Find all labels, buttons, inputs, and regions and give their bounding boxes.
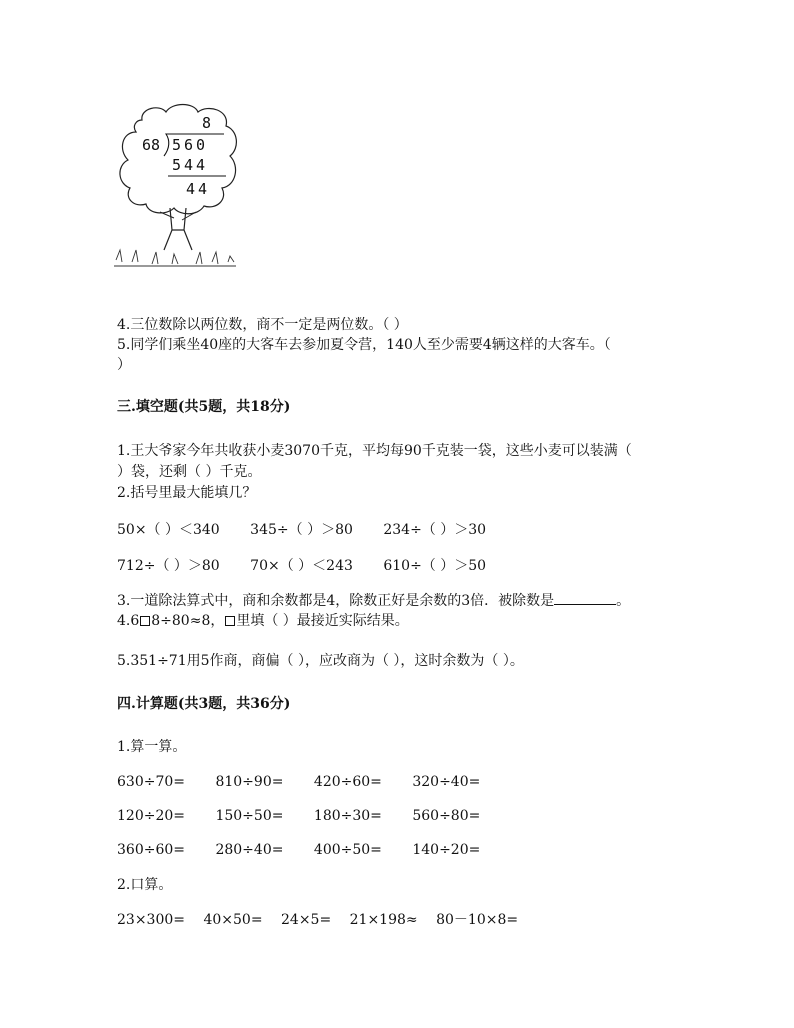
division-remainder: 44 bbox=[186, 180, 211, 198]
oral-calc-row bbox=[117, 911, 544, 929]
inequality-item: 70×（ ）＜243 bbox=[250, 558, 353, 574]
section-heading-fill: 三.填空题(共5题，共18分) bbox=[117, 399, 291, 415]
calc-item: 280÷40= bbox=[215, 842, 284, 858]
division-divisor: 68 bbox=[142, 136, 161, 154]
division-product: 544 bbox=[172, 156, 209, 174]
fill-question-4-end: 里填（ ）最接近实际结果。 bbox=[236, 613, 409, 629]
section-heading-calc: 四.计算题(共3题，共36分) bbox=[117, 696, 291, 712]
calc-item: 420÷60= bbox=[313, 774, 382, 790]
calc-question-1: 1.算一算。 bbox=[117, 739, 187, 755]
answer-blank bbox=[554, 592, 616, 605]
square-box-icon bbox=[225, 616, 235, 626]
calc-item: 400÷50= bbox=[313, 842, 382, 858]
calc-item: 180÷30= bbox=[313, 808, 382, 824]
fill-question-2: 2.括号里最大能填几？ bbox=[117, 485, 257, 501]
calc-item: 810÷90= bbox=[215, 774, 284, 790]
calc-row-1 bbox=[117, 773, 506, 791]
calc-row-2 bbox=[117, 807, 506, 825]
fill-question-3 bbox=[117, 592, 630, 610]
division-quotient: 8 bbox=[202, 114, 212, 132]
judge-question-4: 4.三位数除以两位数，商不一定是两位数。（ ） bbox=[117, 317, 408, 333]
inequality-item: 345÷（ ）＞80 bbox=[250, 522, 353, 538]
judge-question-5-line1: 5.同学们乘坐40座的大客车去参加夏令营，140人至少需要4辆这样的大客车。（ bbox=[117, 337, 611, 353]
calc-item: 40×50= bbox=[203, 912, 263, 928]
tree-division-illustration bbox=[112, 100, 242, 278]
square-box-icon bbox=[140, 616, 150, 626]
calc-item: 120÷20= bbox=[117, 808, 185, 824]
fill-question-3-end: 。 bbox=[616, 593, 631, 609]
fill-question-4-start: 4.6 bbox=[117, 613, 140, 629]
grass bbox=[114, 250, 236, 266]
fill-question-4-mid: 8÷80≈8， bbox=[151, 613, 225, 629]
calc-item: 360÷60= bbox=[117, 842, 185, 858]
calc-item: 24×5= bbox=[281, 912, 332, 928]
fill-question-4 bbox=[117, 612, 409, 630]
fill-question-2-row1 bbox=[117, 521, 512, 539]
calc-question-2: 2.口算。 bbox=[117, 877, 173, 893]
fill-question-5: 5.351÷71用5作商，商偏（ ），应改商为（ ），这时余数为（ ）。 bbox=[117, 653, 524, 669]
fill-question-3-text: 3.一道除法算式中，商和余数都是4，除数正好是余数的3倍．被除数是 bbox=[117, 593, 555, 609]
calc-item: 560÷80= bbox=[412, 808, 481, 824]
judge-question-5-line2: ） bbox=[117, 357, 131, 373]
inequality-item: 610÷（ ）＞50 bbox=[383, 558, 487, 574]
fill-question-1-line2: ）袋，还剩（ ）千克。 bbox=[117, 464, 262, 480]
inequality-item: 50×（ ）＜340 bbox=[117, 522, 220, 538]
calc-item: 320÷40= bbox=[412, 774, 481, 790]
calc-item: 140÷20= bbox=[412, 842, 481, 858]
inequality-item: 712÷（ ）＞80 bbox=[117, 558, 220, 574]
division-dividend: 560 bbox=[172, 136, 209, 154]
calc-item: 21×198≈ bbox=[349, 912, 418, 928]
calc-item: 150÷50= bbox=[215, 808, 284, 824]
calc-item: 80－10×8= bbox=[436, 912, 519, 928]
fill-question-2-row2 bbox=[117, 557, 512, 575]
calc-item: 23×300= bbox=[117, 912, 185, 928]
inequality-item: 234÷（ ）＞30 bbox=[383, 522, 487, 538]
calc-row-3 bbox=[117, 841, 506, 859]
fill-question-1-line1: 1.王大爷家今年共收获小麦3070千克，平均每90千克装一袋，这些小麦可以装满（ bbox=[117, 443, 632, 459]
calc-item: 630÷70= bbox=[117, 774, 185, 790]
